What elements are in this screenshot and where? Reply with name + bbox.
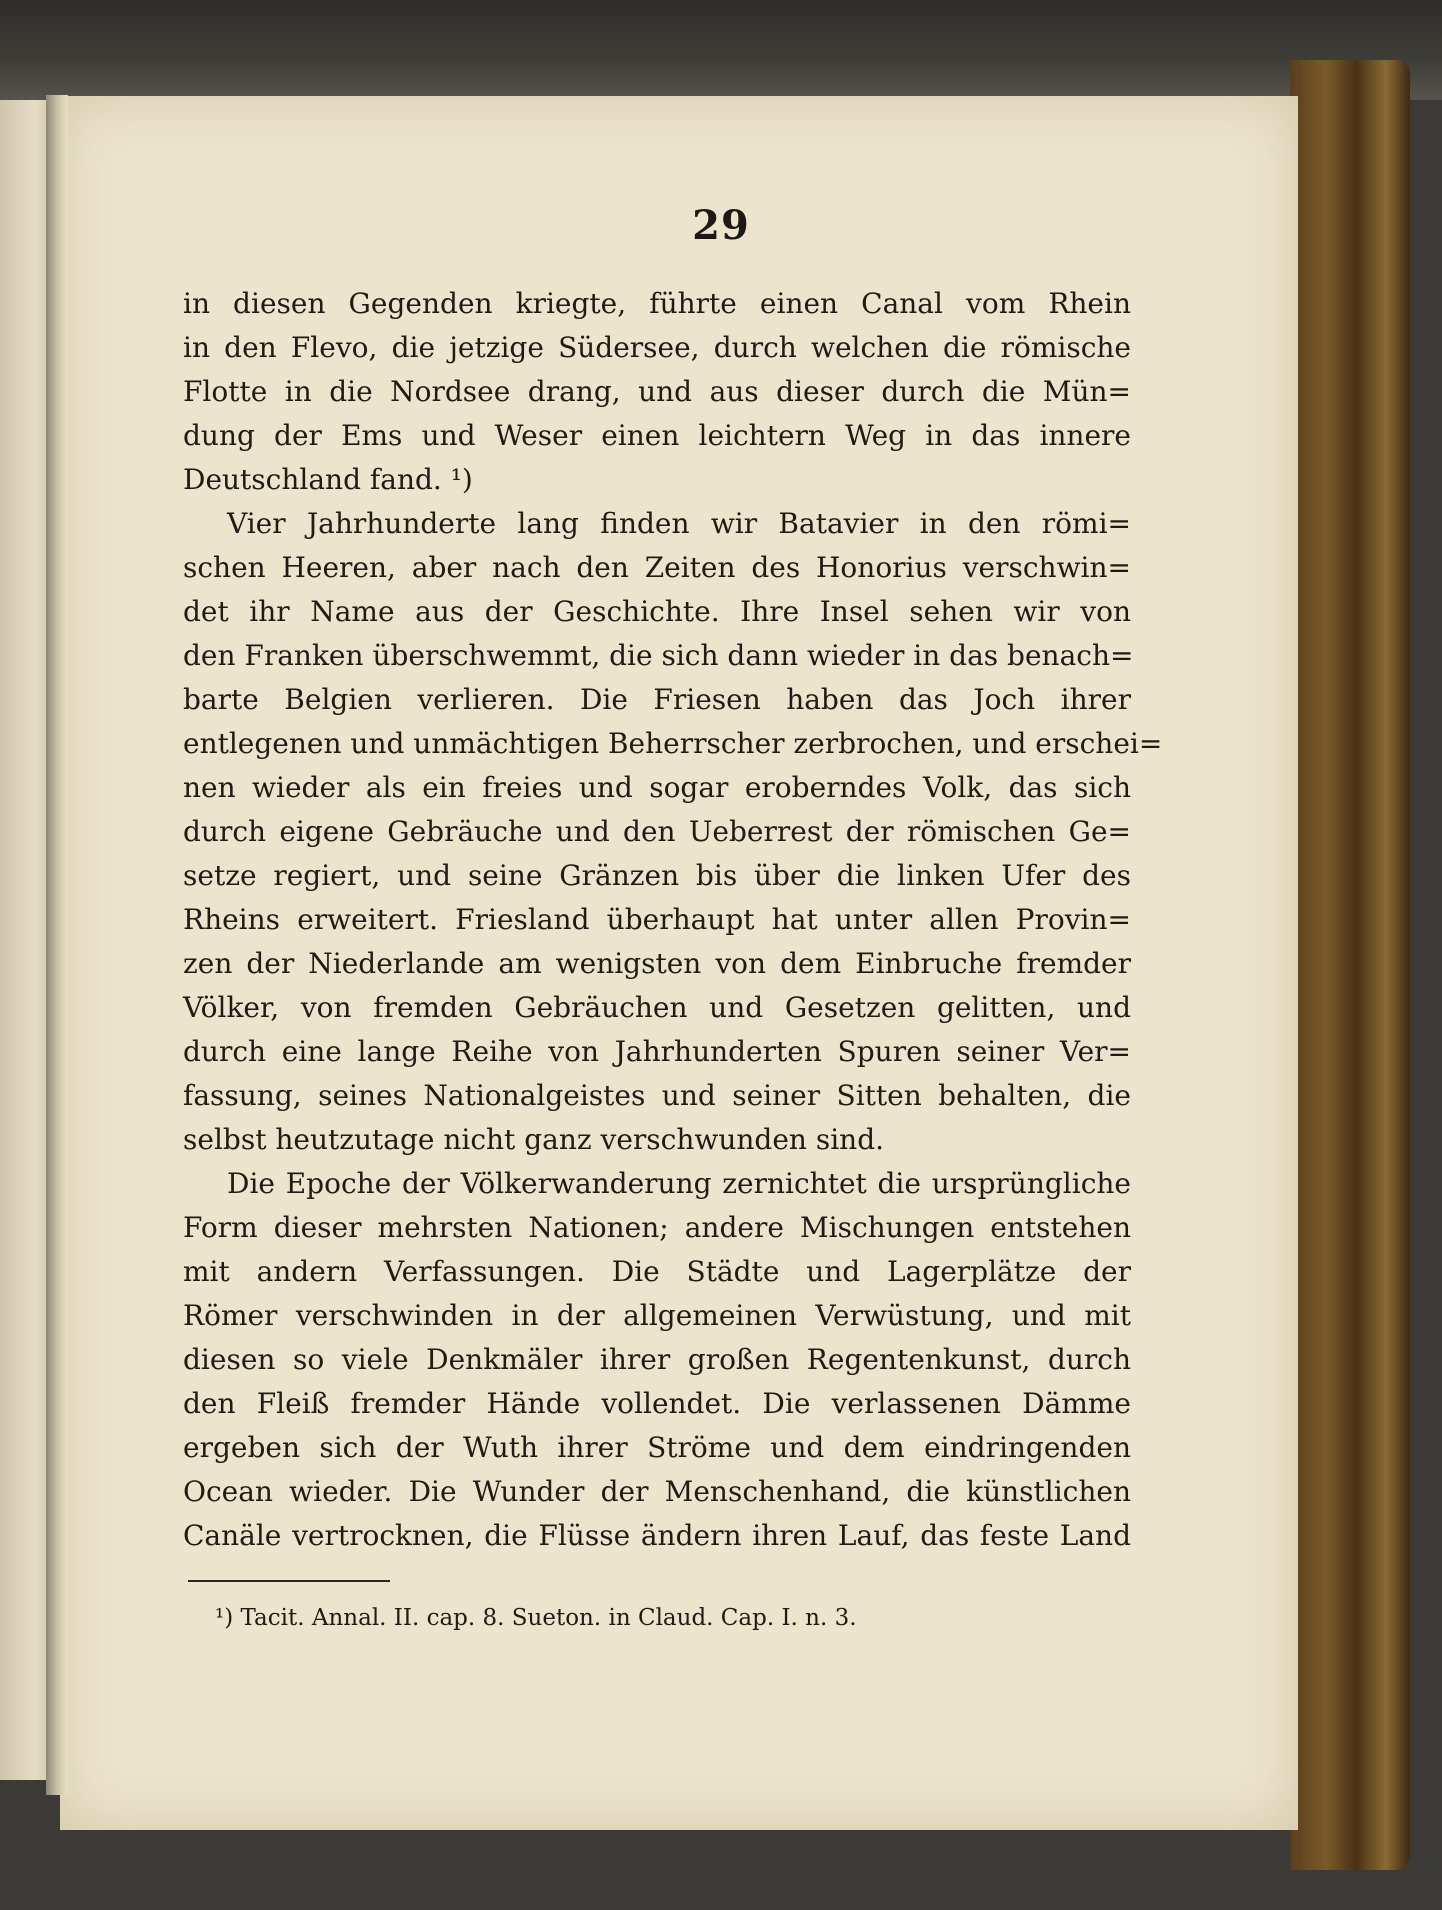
- text-line: dung der Ems und Weser einen leichtern Weg in das innere: [183, 419, 1131, 452]
- text-line: den Fleiß fremder Hände vollendet. Die verlassenen Dämme: [183, 1387, 1131, 1420]
- text-line: det ihr Name aus der Geschichte. Ihre Insel sehen wir von: [183, 595, 1131, 628]
- text-line: mit andern Verfassungen. Die Städte und Lagerplätze der: [183, 1255, 1131, 1288]
- book-cover-board: [1290, 60, 1410, 1870]
- text-line: ergeben sich der Wuth ihrer Ströme und dem eindringenden: [183, 1431, 1131, 1464]
- text-line: Deutschland fand. ¹): [183, 463, 473, 496]
- text-line: Canäle vertrocknen, die Flüsse ändern ihren Lauf, das feste Land: [183, 1519, 1131, 1552]
- scan-background: [0, 0, 1442, 100]
- text-line: Ocean wieder. Die Wunder der Menschenhand, die künstlichen: [183, 1475, 1131, 1508]
- footnote-rule: [188, 1580, 390, 1582]
- text-line: fassung, seines Nationalgeistes und seiner Sitten behalten, die: [183, 1079, 1131, 1112]
- text-line: Form dieser mehrsten Nationen; andere Mischungen entstehen: [183, 1211, 1131, 1244]
- body-text: [183, 282, 1163, 1558]
- text-line: diesen so viele Denkmäler ihrer großen Regentenkunst, durch: [183, 1343, 1131, 1376]
- text-line: schen Heeren, aber nach den Zeiten des Honorius verschwin=: [183, 551, 1131, 584]
- text-line: Die Epoche der Völkerwanderung zernichtet die ursprüngliche: [227, 1167, 1131, 1200]
- text-line: selbst heutzutage nicht ganz verschwunden sind.: [183, 1123, 885, 1156]
- text-line: Flotte in die Nordsee drang, und aus dieser durch die Mün=: [183, 375, 1131, 408]
- text-line: nen wieder als ein freies und sogar eroberndes Volk, das sich: [183, 771, 1131, 804]
- text-line: den Franken überschwemmt, die sich dann wieder in das benach=: [183, 639, 1134, 672]
- text-line: Vier Jahrhunderte lang finden wir Batavier in den römi=: [227, 507, 1131, 540]
- text-line: Römer verschwinden in der allgemeinen Verwüstung, und mit: [183, 1299, 1131, 1332]
- text-line: Völker, von fremden Gebräuchen und Gesetzen gelitten, und: [183, 991, 1131, 1024]
- text-line: Rheins erweitert. Friesland überhaupt hat unter allen Provin=: [183, 903, 1131, 936]
- book-gutter: [46, 95, 68, 1795]
- text-line: barte Belgien verlieren. Die Friesen haben das Joch ihrer: [183, 683, 1131, 716]
- text-line: entlegenen und unmächtigen Beherrscher zerbrochen, und erschei=: [183, 727, 1163, 760]
- text-line: zen der Niederlande am wenigsten von dem Einbruche fremder: [183, 947, 1131, 980]
- text-line: in den Flevo, die jetzige Südersee, durch welchen die römische: [183, 331, 1131, 364]
- text-line: durch eigene Gebräuche und den Ueberrest der römischen Ge=: [183, 815, 1131, 848]
- page-number: 29: [692, 202, 750, 249]
- footnote: ¹) Tacit. Annal. II. cap. 8. Sueton. in Claud. Cap. I. n. 3.: [215, 1605, 857, 1631]
- text-line: setze regiert, und seine Gränzen bis über die linken Ufer des: [183, 859, 1131, 892]
- text-line: durch eine lange Reihe von Jahrhunderten Spuren seiner Ver=: [183, 1035, 1131, 1068]
- text-line: in diesen Gegenden kriegte, führte einen Canal vom Rhein: [183, 287, 1131, 320]
